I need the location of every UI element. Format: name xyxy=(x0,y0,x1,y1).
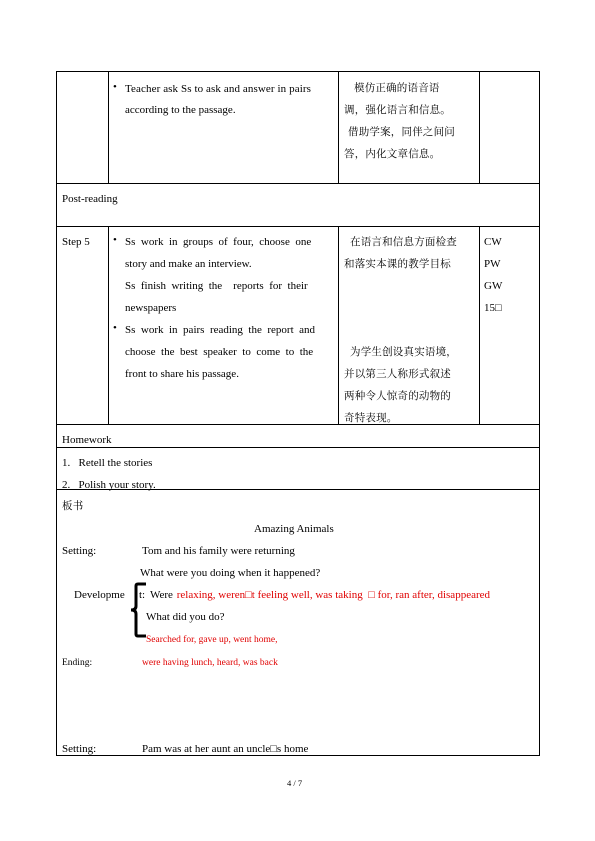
row-divider xyxy=(56,424,540,425)
step-label: Step 5 xyxy=(62,236,90,248)
development-label-tail: t: xyxy=(139,589,146,601)
setting-label: Setting: xyxy=(62,545,97,557)
row-divider xyxy=(56,447,540,448)
bullet-icon: • xyxy=(113,234,117,246)
development-verbs: relaxing, weren□t feeling well, was taking □ for, ran after, disappeared xyxy=(174,589,491,601)
purpose-line: 模仿正确的语音语 xyxy=(354,82,440,94)
activity-line: front to share his passage. xyxy=(125,368,239,380)
table-border-right xyxy=(539,71,540,756)
bullet-icon: • xyxy=(113,322,117,334)
purpose-line: 并以第三人称形式叙述 xyxy=(344,368,451,380)
homework-title: Homework xyxy=(62,434,112,446)
purpose-line: 和落实本课的教学目标 xyxy=(344,258,451,270)
activity-line: Ss work in pairs reading the report and xyxy=(125,324,316,336)
activity-line: Teacher ask Ss to ask and answer in pairs xyxy=(125,83,311,95)
purpose-line: 答，内化文章信息。 xyxy=(344,148,441,160)
purpose-line: 在语言和信息方面检查 xyxy=(350,236,457,248)
table-border-left xyxy=(56,71,57,756)
bullet-icon: • xyxy=(113,81,117,93)
setting-text: Tom and his family were returning xyxy=(142,545,295,557)
setting-label: Setting: xyxy=(62,743,97,755)
purpose-line: 借助学案，同伴之间问 xyxy=(348,126,455,138)
row-divider xyxy=(56,183,540,184)
question-text: What did you do? xyxy=(146,611,225,623)
table-border-top xyxy=(56,71,540,72)
purpose-line: 两种令人惊奇的动物的 xyxy=(344,390,451,402)
activity-line: according to the passage. xyxy=(125,104,236,116)
activity-line: Ss finish writing the reports for their xyxy=(125,280,308,292)
row-divider xyxy=(56,226,540,227)
board-title: 板书 xyxy=(62,500,84,512)
col-divider xyxy=(108,226,109,424)
question-text: What were you doing when it happened? xyxy=(140,567,321,579)
activity-line: choose the best speaker to come to the xyxy=(125,346,314,358)
col-divider xyxy=(479,71,480,183)
purpose-line: 调，强化语言和信息。 xyxy=(344,104,451,116)
form-label: CW xyxy=(484,236,502,248)
setting-text: Pam was at her aunt an uncle□s home xyxy=(142,743,309,755)
lesson-plan-table xyxy=(56,71,539,755)
purpose-line: 奇特表现。 xyxy=(344,412,398,424)
activity-line: story and make an interview. xyxy=(125,258,252,270)
ending-text: were having lunch, heard, was back xyxy=(142,658,278,668)
page-number: 4 / 7 xyxy=(287,778,303,788)
form-label: PW xyxy=(484,258,501,270)
development-were: Were xyxy=(150,589,173,601)
ending-label: Ending: xyxy=(62,658,93,668)
homework-item: 1. Retell the stories xyxy=(62,457,153,469)
development-label: Developme xyxy=(74,589,125,601)
col-divider xyxy=(338,71,339,183)
homework-item: 2. Polish your story. xyxy=(62,479,156,491)
activity-line: newspapers xyxy=(125,302,177,314)
col-divider xyxy=(479,226,480,424)
section-title: Post-reading xyxy=(62,193,118,205)
purpose-line: 为学生创设真实语境， xyxy=(350,346,457,358)
board-heading: Amazing Animals xyxy=(254,523,334,535)
form-label: 15□ xyxy=(484,302,502,314)
form-label: GW xyxy=(484,280,503,292)
col-divider xyxy=(338,226,339,424)
activity-line: Ss work in groups of four, choose one xyxy=(125,236,312,248)
col-divider xyxy=(108,71,109,183)
answer-text: Searched for, gave up, went home, xyxy=(146,635,278,645)
